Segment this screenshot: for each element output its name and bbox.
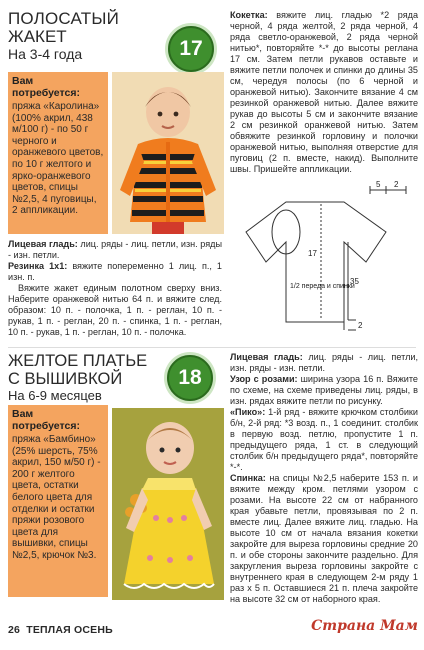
diagram-label-2a: 2 xyxy=(394,180,399,189)
p1-l-label-0: Лицевая гладь: xyxy=(8,239,78,249)
project1-instructions-right xyxy=(230,10,418,175)
p2-r-text-2: 1-й ряд - вяжите крючком столбики б/н, 2-й ряд: *3 возд. п., 1 соединит. столбик в первую возд. петлю, пропустите 1 п. предыдущего ряда, 1 ст. в следующий столбик б/н предыдущего ряда*, повторяйте *-*. xyxy=(230,407,418,472)
page-number: 26 xyxy=(8,624,21,636)
diagram-label-5: 5 xyxy=(376,180,381,189)
project2-title-line1: ЖЕЛТОЕ ПЛАТЬЕ xyxy=(8,352,148,370)
project1-materials-heading: Вам потребуется: xyxy=(12,75,80,99)
p2-r-label-2: «Пико»: xyxy=(230,407,266,417)
project1-title-line2: ЖАКЕТ xyxy=(8,27,67,46)
p1-l-text-0: лиц. ряды - лиц. петли, изн. ряды - изн. петли. xyxy=(8,239,222,260)
section-name: ТЕПЛАЯ ОСЕНЬ xyxy=(26,624,113,636)
project1-materials-box xyxy=(8,72,108,234)
diagram-label-2b: 2 xyxy=(358,321,363,330)
p2-r-label-0: Лицевая гладь: xyxy=(230,352,303,362)
project1-number-badge: 17 xyxy=(168,26,214,72)
p1-r-label-0: Кокетка: xyxy=(230,10,268,20)
project2-age: На 6-9 месяцев xyxy=(8,388,102,403)
project1-title-line1: ПОЛОСАТЫЙ xyxy=(8,9,119,28)
project2-title-line2: С ВЫШИВКОЙ xyxy=(8,370,123,388)
jacket-schematic-svg xyxy=(226,180,416,335)
project1-instructions-left xyxy=(8,239,222,338)
diagram-label-half: 1/2 переда и спинки xyxy=(290,283,355,290)
p2-r-text-3: на спицы №2,5 наберите 153 п. и вяжите между кром. петлями узором с розами. На высоте 22 см от набранного края убавьте петли, провязывая по 2 п. вместе лиц. Далее вяжите лиц. гладью. На высоте 10 см от начала вязания кокетки закройте для выреза горловины средние 20 п. и обе стороны закончите раздельно. Для закругления выреза горловины закройте с внутреннего края в следующем 2-м ряду 1 раз х 5 п. Оставшиеся 21 п. плеча закройте на высоте 32 см от наборного края. xyxy=(230,473,418,604)
p2-r-label-3: Спинка: xyxy=(230,473,266,483)
project2-number-badge: 18 xyxy=(167,355,213,401)
p2-r-text-0: лиц. ряды - лиц. петли, изн. ряды - изн. петли. xyxy=(230,352,418,373)
project2-instructions-right xyxy=(230,352,418,605)
p1-l-label-1: Резинка 1х1: xyxy=(8,261,68,271)
project1-materials-text: пряжа «Каролина» (100% акрил, 438 м/100 г) - по 50 г черного и оранжевого цветов, по 10 г желтого и ярко-оранжевого цветов, спицы №2,5, 4 пуговицы, 2 аппликации. xyxy=(12,101,104,217)
p2-r-label-1: Узор с розами: xyxy=(230,374,298,384)
diagram-label-35: 35 xyxy=(350,277,359,286)
p1-r-text-0: вяжите лиц. гладью *2 ряда черной, 4 ряда желтой, 2 ряда черной, 4 ряда светло-оранжевой, 2 ряда черной нитью*, повторяйте *-* до высоты реглана 17 см. Затем петли рукавов оставьте и вяжите петли полочек и спинки до длины 35 см, чередуя полосы (по 6 черной и оранжевой нитью). Закончите вязание 4 см резинкой оранжевой нитью. Далее вяжите рукав до высоты 5 см и закончите вязание 2 см резинкой оранжевой нитью. Затем обвяжите резинкой горловину и полочки оранжевой нитью, выполняя отверстие для пуговиц (2 п. вместе, накид). Выполните швы. Пришейте аппликации. xyxy=(230,10,418,174)
p1-l-text-2: Вяжите жакет единым полотном сверху вниз. Наберите оранжевой нитью 64 п. и вяжите след. образом: 10 п. - полочка, 1 п. - реглан, 10 п. - рукав, 1 п. - реглан, 20 п. - спинка, 1 п. - реглан, 10 п. - рукав, 1 п. - реглан, 10 п. - полочка. xyxy=(8,283,222,337)
project2-materials-box xyxy=(8,405,108,597)
diagram-label-17: 17 xyxy=(308,249,317,258)
child-in-striped-jacket-image xyxy=(112,72,224,234)
watermark-logo: Страна Мам xyxy=(311,618,418,634)
project2-materials-text: пряжа «Бамбино» (25% шерсть, 75% акрил, 150 м/50 г) - 200 г желтого цвета, остатки белого цвета для отделки и остатки пряжи розового цвета для вышивки, спицы №2,5, крючок №3. xyxy=(12,434,101,561)
p2-r-text-1: ширина узора 16 п. Вяжите по схеме, на схеме приведены лиц. ряды, в изн. рядах вяжите петли по рисунку. xyxy=(230,374,418,406)
project2-materials-heading: Вам потребуется: xyxy=(12,408,80,432)
project2-photo xyxy=(112,408,224,600)
p1-l-text-1: вяжите попеременно 1 лиц. п., 1 изн. п. xyxy=(8,261,222,282)
project1-age: На 3-4 года xyxy=(8,46,83,62)
section-divider xyxy=(8,347,416,348)
baby-in-yellow-dress-image xyxy=(112,408,224,600)
page-footer xyxy=(8,624,113,636)
project1-photo xyxy=(112,72,224,234)
jacket-pattern-diagram xyxy=(226,180,416,335)
